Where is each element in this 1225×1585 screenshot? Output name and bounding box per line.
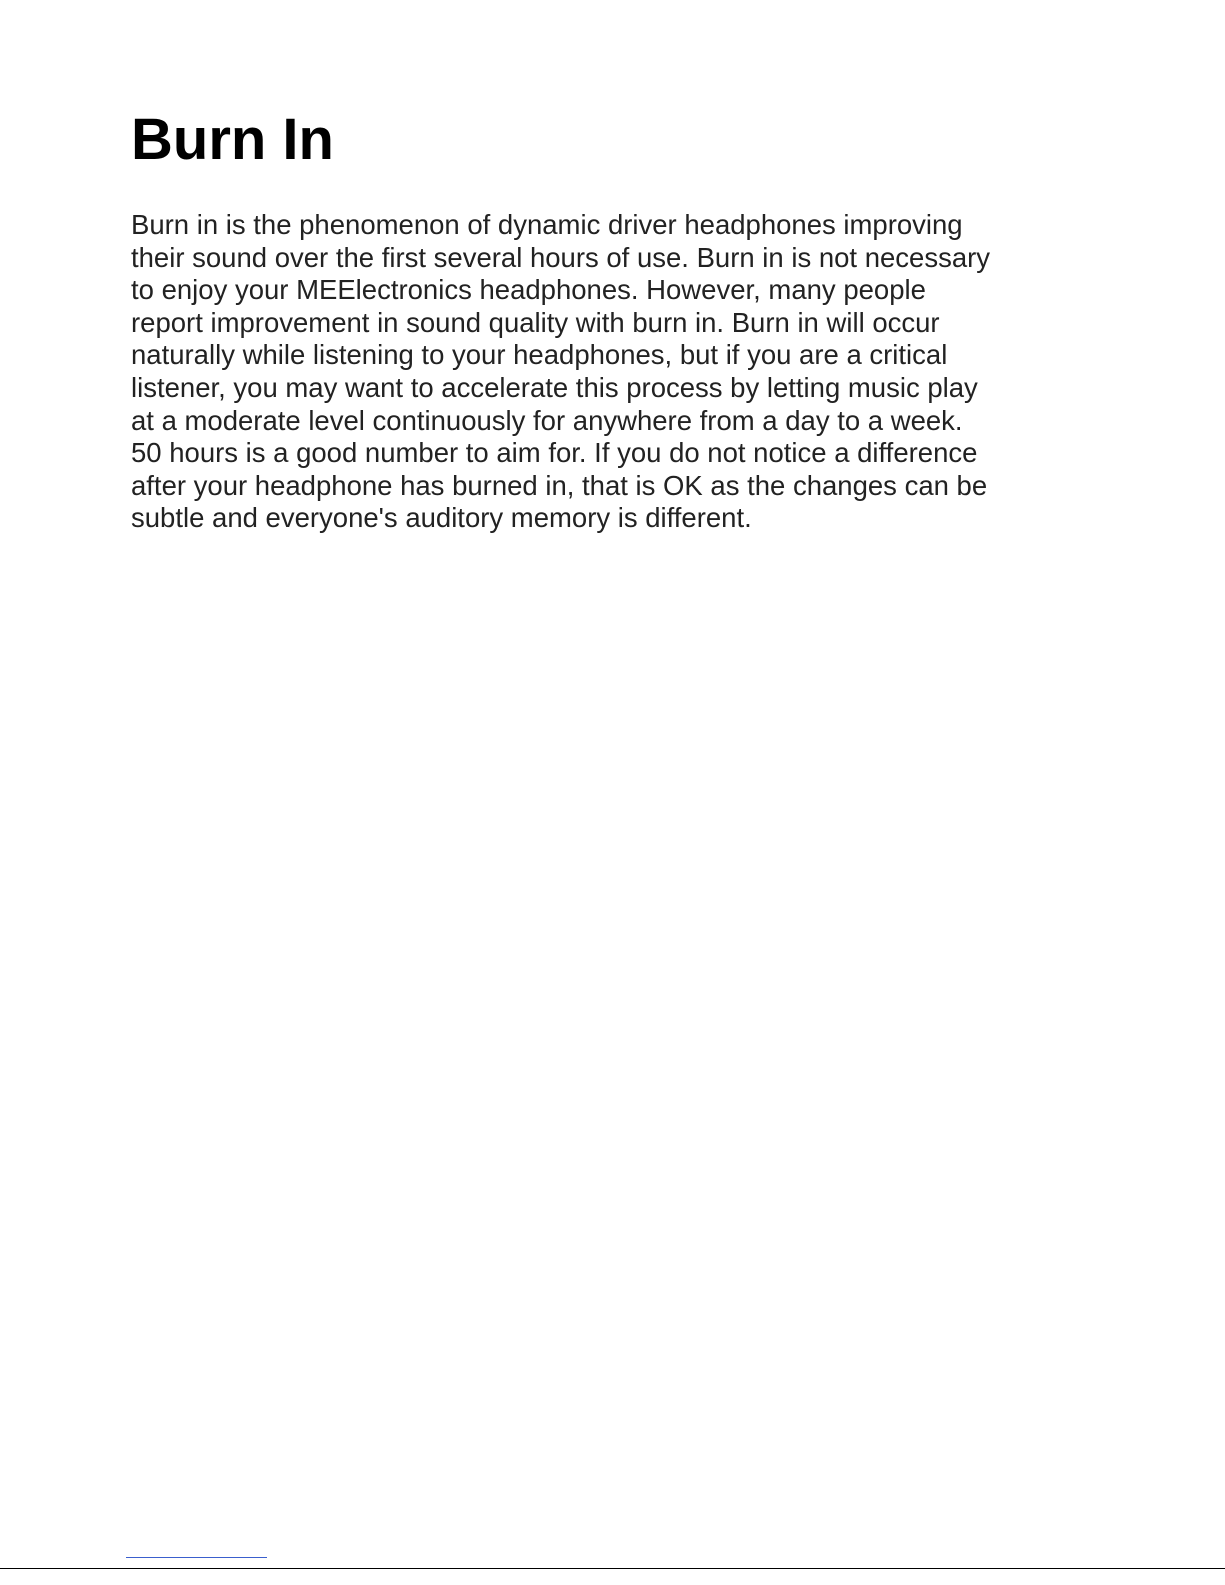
paragraph-line: 50 hours is a good number to aim for. If you do not notice a difference [131, 437, 978, 469]
paragraph-line: at a moderate level continuously for anywhere from a day to a week. [131, 404, 963, 436]
footnote-separator [126, 1557, 267, 1558]
paragraph-line: after your headphone has burned in, that is OK as the changes can be [131, 469, 988, 501]
paragraph-line: listener, you may want to accelerate this process by letting music play [131, 371, 978, 403]
paragraph-line: Burn in is the phenomenon of dynamic driver headphones improving [131, 209, 963, 240]
paragraph-line: their sound over the first several hours of use. Burn in is not necessary [131, 241, 991, 273]
paragraph-line: to enjoy your MEElectronics headphones. However, many people [131, 274, 926, 306]
page-heading: Burn In [131, 107, 334, 172]
page-bottom-border [0, 1568, 1225, 1569]
paragraph-line: subtle and everyone's auditory memory is different. [131, 502, 752, 534]
burn-in-paragraph [131, 209, 1111, 535]
paragraph-line: naturally while listening to your headphones, but if you are a critical [131, 339, 948, 371]
paragraph-line: report improvement in sound quality with burn in. Burn in will occur [131, 306, 940, 338]
